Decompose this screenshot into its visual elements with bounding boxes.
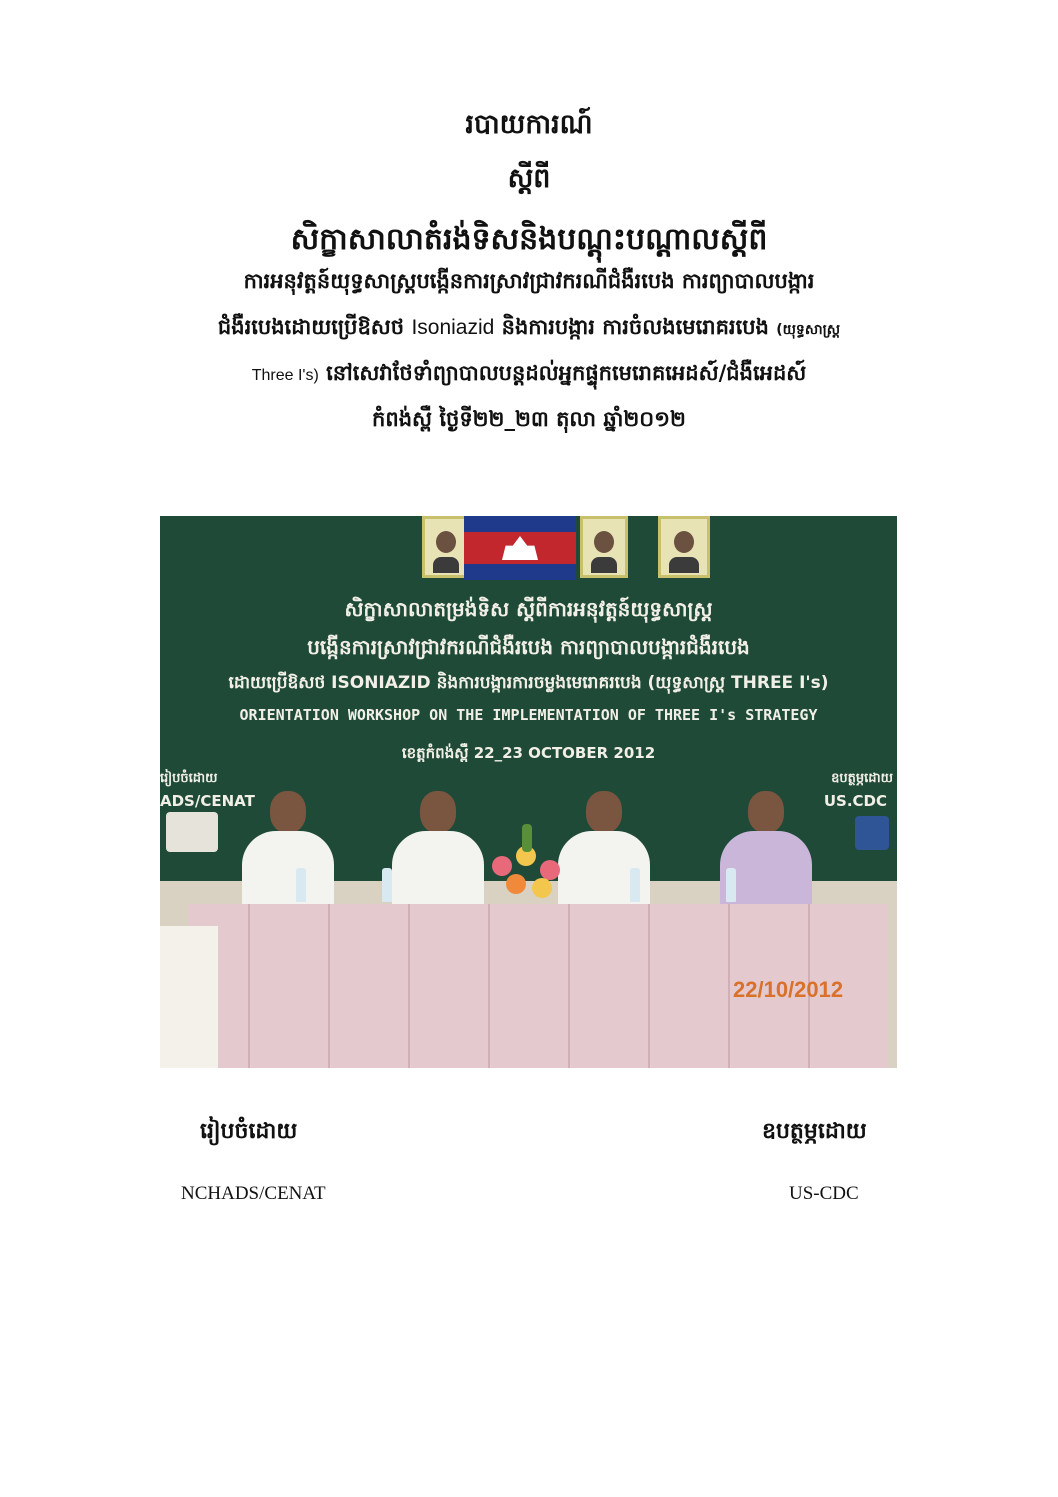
water-bottle-icon — [726, 868, 736, 902]
workshop-photo — [160, 516, 897, 1068]
subtitle-line-2 — [0, 314, 1058, 360]
banner-organizer-org: ADS/CENAT — [160, 792, 255, 810]
water-bottle-icon — [296, 868, 306, 902]
subtitle-line-2-pre: ជំងឺរបេងដោយប្រើឱសថ — [217, 315, 405, 339]
supported-by-org: US-CDC — [789, 1183, 859, 1204]
prepared-by-label: រៀបចំដោយ — [200, 1119, 298, 1144]
prepared-by-org: NCHADS/CENAT — [181, 1183, 326, 1204]
title-block — [0, 108, 1058, 452]
portrait-frame-center — [580, 516, 628, 578]
cdc-logo-icon — [855, 816, 889, 850]
water-bottle-icon — [630, 868, 640, 902]
workshop-title: សិក្ខាសាលាតំរង់ទិសនិងបណ្តុះបណ្តាលស្តីពី — [290, 222, 768, 257]
banner-sponsor-label: ឧបត្ថម្ភដោយ — [831, 771, 893, 786]
banner-line-3: ដោយប្រើឱសថ ISONIAZID និងការបង្ការការចម្លងមេរោគរបេង (យុទ្ធសាស្ត្រ THREE I's) — [228, 673, 829, 693]
cambodia-flag-icon — [464, 516, 576, 580]
drug-name: Isoniazid — [411, 316, 495, 339]
organizer-logo-icon — [166, 812, 218, 852]
portrait-frame-left — [422, 516, 470, 578]
report-title: របាយការណ៍ — [465, 109, 593, 140]
subtitle-line-1: ការអនុវត្តន៍យុទ្ធសាស្ត្របង្កើនការស្រាវជ្រាវករណីជំងឺរបេង ការព្យាបាលបង្ការ — [243, 269, 815, 293]
banner-line-5: ខេត្តកំពង់ស្ពឺ 22_23 OCTOBER 2012 — [401, 744, 656, 762]
panelist-1 — [242, 791, 334, 921]
title-about: ស្តីពី — [507, 163, 551, 194]
supported-by-label: ឧបត្ថម្ភដោយ — [762, 1119, 867, 1144]
subtitle-line-2-paren: (យុទ្ធសាស្ត្រ — [776, 322, 841, 338]
banner-line-4: ORIENTATION WORKSHOP ON THE IMPLEMENTATION OF THREE I's STRATEGY — [239, 706, 818, 724]
water-bottle-icon — [382, 868, 392, 902]
subtitle-line-3 — [0, 360, 1058, 406]
portrait-frame-right — [658, 516, 710, 578]
photo-date-stamp: 22/10/2012 — [733, 977, 844, 1002]
location-date: កំពង់ស្ពឺ ថ្ងៃទី២២_២៣ តុលា ឆ្នាំ២០១២ — [372, 407, 686, 431]
strategy-name: Three I's) — [251, 367, 319, 384]
banner-line-2: បង្កើនការស្រាវជ្រាវករណីជំងឺរបេង ការព្យាបាលបង្ការជំងឺរបេង — [307, 635, 750, 659]
audience-shoulder — [160, 926, 218, 1068]
banner-line-1: សិក្ខាសាលាតម្រង់ទិស ស្តីពីការអនុវត្តន៍យុទ្ធសាស្ត្រ — [344, 597, 713, 621]
flower-arrangement-icon — [482, 816, 578, 906]
banner-organizer-label: រៀបចំដោយ — [160, 771, 218, 786]
panelist-2 — [392, 791, 484, 921]
subtitle-line-3-khmer: នៅសេវាថែទាំព្យាបាលបន្តដល់អ្នកផ្ទុកមេរោគអេដស៍/ជំងឺអេដស៍ — [326, 361, 807, 385]
subtitle-line-2-mid: និងការបង្ការ ការចំលងមេរោគរបេង — [501, 315, 769, 339]
banner-sponsor-org: US.CDC — [823, 792, 887, 810]
